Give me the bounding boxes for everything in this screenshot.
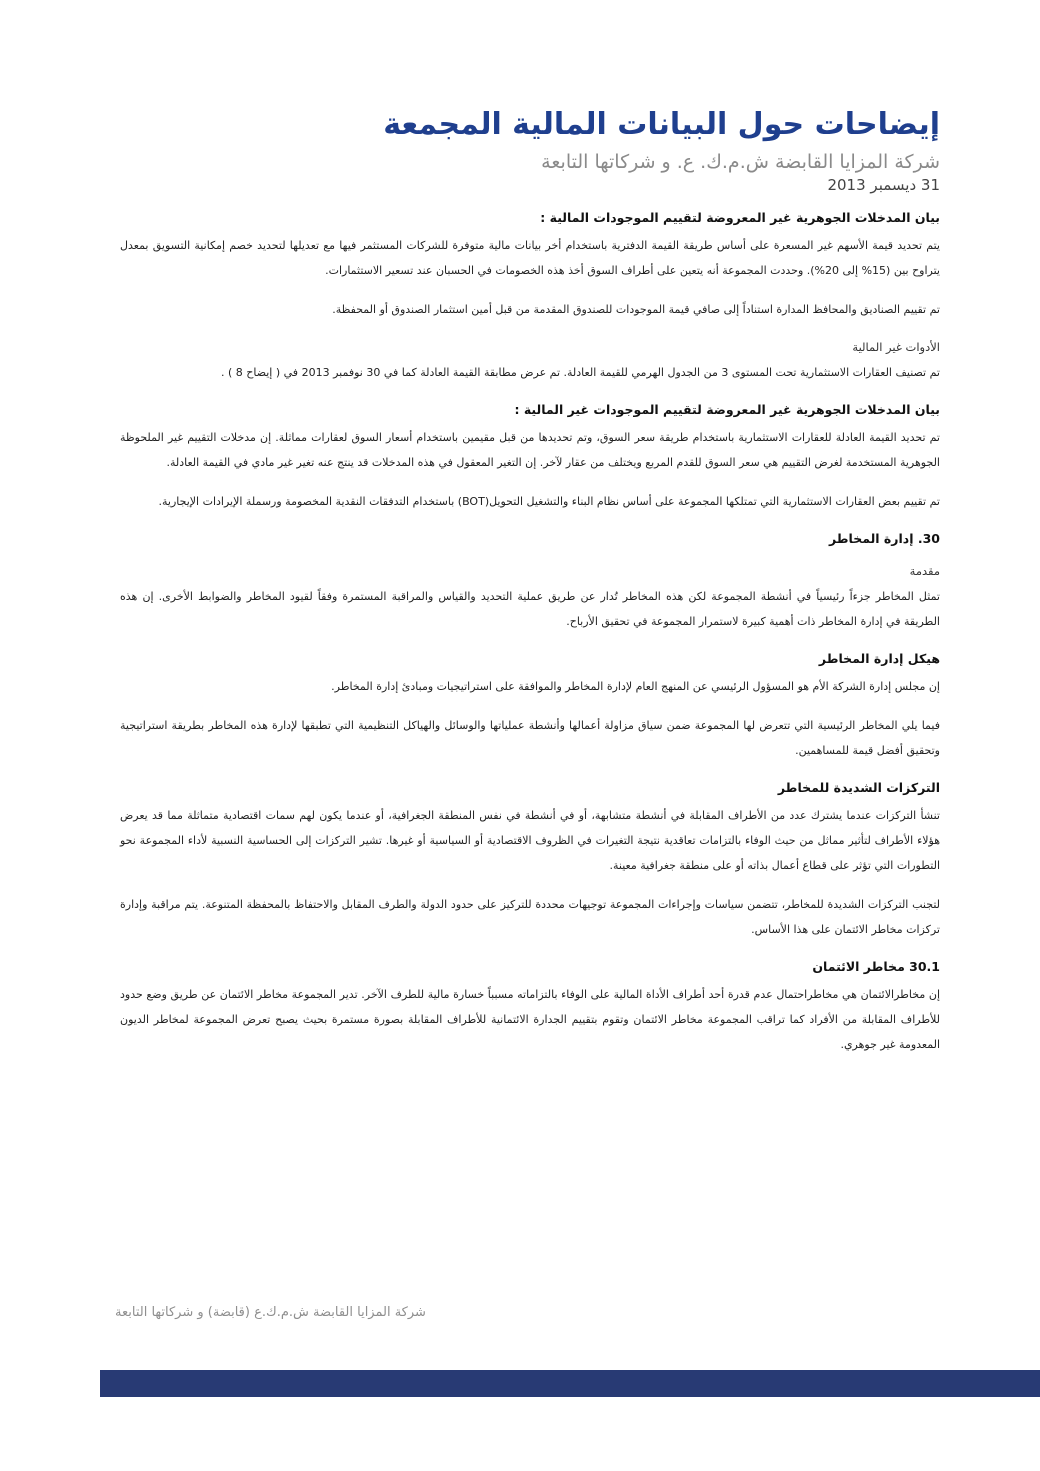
company-subtitle: شركة المزايا القابضة ش.م.ك. ع. و شركاتها التابعة <box>541 151 940 173</box>
footer-company-name: شركة المزايا القابضة ش.م.ك.ع (قابضة) و شركاتها التابعة <box>115 1305 426 1320</box>
section-heading-risk-structure: هيكل إدارة المخاطر <box>818 651 940 666</box>
report-date: 31 ديسمبر 2013 <box>827 176 940 194</box>
section-heading-non-financial-inputs: بيان المدخلات الجوهرية غير المعروضة لتقييم الموجودات غير المالية : <box>514 402 940 417</box>
section-heading-risk-management: 30. إدارة المخاطر <box>828 531 940 546</box>
paragraph-concentrations-avoidance: لتجنب التركزات الشديدة للمخاطر، تتضمن سياسات وإجراءات المجموعة توجيهات محددة للتركيز على حدود الدولة والطرف المقابل والاحتفاظ بالمحفظة المتنوعة. يتم مراقبة وإدارة تركزات مخاطر الائتمان على هذا الأساس. <box>120 898 940 936</box>
document-page <box>120 105 940 1071</box>
paragraph-main-risks: فيما يلي المخاطر الرئيسية التي تتعرض لها المجموعة ضمن سياق مزاولة أعمالها وأنشطة عملياتها والوسائل والهياكل التنظيمية التي تطبقها لإدارة هذه المخاطر بطريقة استراتيجية وتحقيق أفضل قيمة للمساهمين. <box>120 719 940 757</box>
section-heading-risk-concentrations: التركزات الشديدة للمخاطر <box>777 780 940 795</box>
paragraph-risk-introduction: تمثل المخاطر جزءاً رئيسياً في أنشطة المجموعة لكن هذه المخاطر تُدار عن طريق عملية التحديد والقياس والمراقبة المستمرة وفقاً لقيود المخاطر والضوابط الأخرى. إن هذه الطريقة في إدارة المخاطر ذات أهمية كبيرة لاستمرار المجموعة في تحقيق الأرباح. <box>120 590 940 628</box>
page-title: إيضاحات حول البيانات المالية المجمعة <box>383 107 940 142</box>
paragraph-credit-risk: إن مخاطرالائتمان هي مخاطراحتمال عدم قدرة أحد أطراف الأداة المالية على الوفاء بالتزاماته مسبباً خسارة مالية للطرف الآخر. تدير المجموعة مخاطر الائتمان عن طريق وضع حدود للأطراف المقابلة من الأفراد كما تراقب المجموعة مخاطر الائتمان وتقوم بتقييم الجدارة الائتمانية للأطراف المقابلة بصورة مستمرة بحيث يصبح تعرض المجموعة لمخاطر الديون المعدومة غير جوهري. <box>120 988 940 1051</box>
section-heading-non-financial-instruments: الأدوات غير المالية <box>852 340 940 354</box>
section-heading-credit-risk: 30.1 مخاطر الائتمان <box>812 959 940 974</box>
subheading-introduction: مقدمة <box>909 564 940 578</box>
paragraph-market-price-method: تم تحديد القيمة العادلة للعقارات الاستثمارية باستخدام طريقة سعر السوق، وتم تحديدها من قبل مقيمين باستخدام أسعار السوق لعقارات مماثلة. إن مدخلات التقييم غير الملحوظة الجوهرية المستخدمة لغرض التقييم هي سعر السوق للقدم المربع ويختلف من عقار لآخر. إن التغير المعقول في هذه المدخلات قد ينتج عنه تغير غير مادي في القيمة العادلة. <box>120 431 940 469</box>
paragraph-concentrations-definition: تنشأ التركزات عندما يشترك عدد من الأطراف المقابلة في أنشطة متشابهة، أو في أنشطة في نفس المنطقة الجغرافية، أو عندما يكون لهم سمات اقتصادية متماثلة مما قد يعرض هؤلاء الأطراف لتأثير مماثل من حيث الوفاء بالتزامات تعاقدية نتيجة التغيرات في الظروف الاقتصادية أو السياسية أو غيرها. تشير التركزات إلى الحساسية النسبية لأداء المجموعة نحو التطورات التي تؤثر على قطاع أعمال بذاته أو على منطقة جغرافية معينة. <box>120 809 940 872</box>
paragraph-investment-properties-level: تم تصنيف العقارات الاستثمارية تحت المستوى 3 من الجدول الهرمي للقيمة العادلة. تم عرض مطابقة القيمة العادلة كما في 30 نوفمبر 2013 في ( إيضاح 8 ) . <box>220 366 940 379</box>
section-heading-financial-inputs: بيان المدخلات الجوهرية غير المعروضة لتقييم الموجودات المالية : <box>540 210 940 225</box>
paragraph-managed-funds: تم تقييم الصناديق والمحافظ المدارة استناداً إلى صافي قيمة الموجودات للصندوق المقدمة من قبل أمين استثمار الصندوق أو المحفظة. <box>332 303 940 316</box>
paragraph-board-responsibility: إن مجلس إدارة الشركة الأم هو المسؤول الرئيسي عن المنهج العام لإدارة المخاطر والموافقة على استراتيجيات ومبادئ إدارة المخاطر. <box>331 680 940 693</box>
paragraph-unquoted-shares: يتم تحديد قيمة الأسهم غير المسعرة على أساس طريقة القيمة الدفترية باستخدام أخر بيانات مالية متوفرة للشركات المستثمر فيها مع تعديلها لتحديد خصم إمكانية التسويق بمعدل يتراوح بين (15% إلى 20%). وحددت المجموعة أنه يتعين على أطراف السوق أخذ هذه الخصومات في الحسبان عند تسعير الاستثمارات. <box>120 239 940 277</box>
footer-bar <box>100 1370 1040 1397</box>
paragraph-bot-valuation: تم تقييم بعض العقارات الاستثمارية التي تمتلكها المجموعة على أساس نظام البناء والتشغيل التحويل(BOT) باستخدام التدفقات النقدية المخصومة ورسملة الإيرادات الإيجارية. <box>158 495 940 508</box>
